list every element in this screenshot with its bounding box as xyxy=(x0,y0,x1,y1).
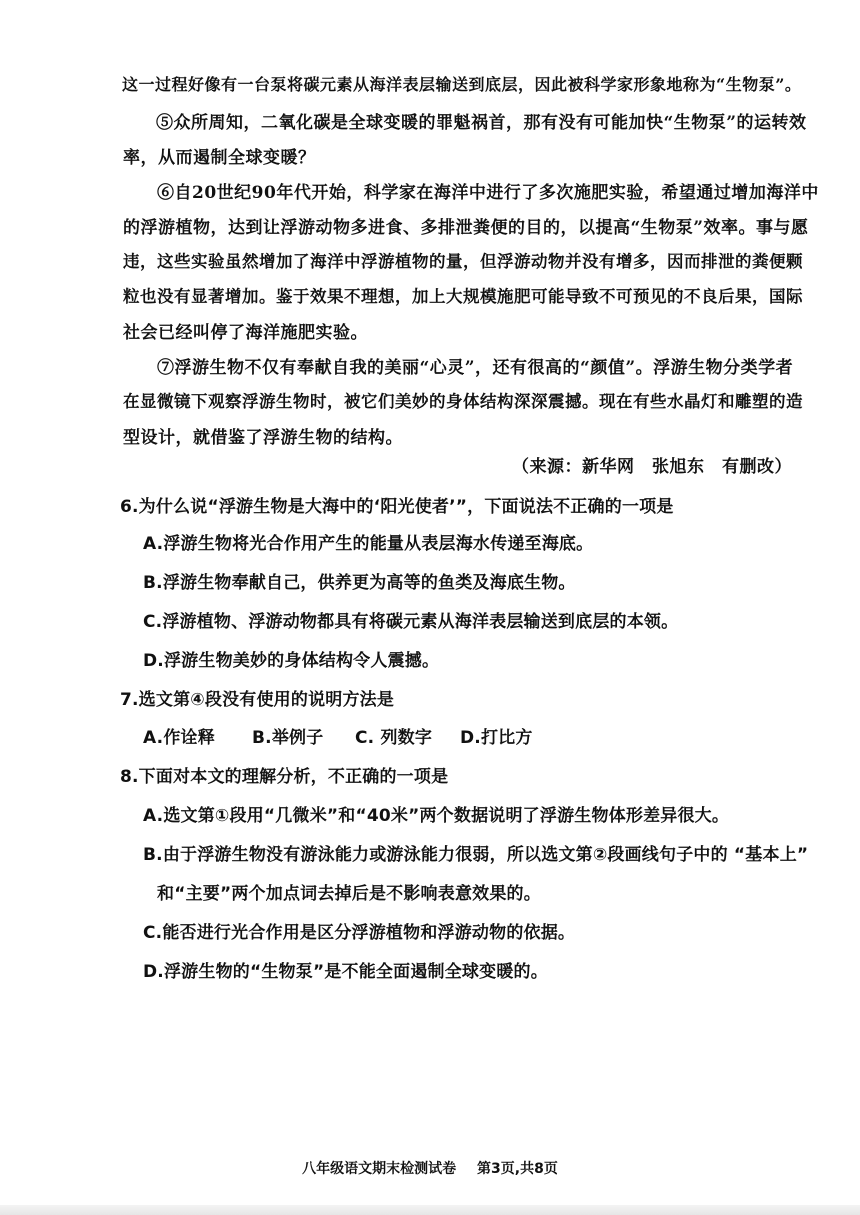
passage-line-11: 型设计，就借鉴了浮游生物的结构。 xyxy=(123,428,403,448)
scan-bottom-edge xyxy=(0,1205,860,1215)
question-8-option-a: A.选文第①段用“几微米”和“40米”两个数据说明了浮游生物体形差异很大。 xyxy=(143,806,730,826)
question-8-stem: 8.下面对本文的理解分析，不正确的一项是 xyxy=(120,767,449,787)
footer-exam-title: 八年级语文期末检测试卷 xyxy=(302,1161,457,1177)
passage-line-8: 社会已经叫停了海洋施肥实验。 xyxy=(123,323,368,343)
question-7-option-d: D.打比方 xyxy=(460,728,533,748)
passage-line-7: 粒也没有显著增加。鉴于效果不理想，加上大规模施肥可能导致不可预见的不良后果，国际 xyxy=(123,287,803,306)
page-footer xyxy=(0,1158,860,1178)
question-8-option-d: D.浮游生物的“生物泵”是不能全面遏制全球变暖的。 xyxy=(143,962,548,982)
footer-page-number: 第3页,共8页 xyxy=(477,1161,558,1177)
passage-line-9: ⑦浮游生物不仅有奉献自我的美丽“心灵”，还有很高的“颜值”。浮游生物分类学者 xyxy=(157,358,794,378)
question-6-option-c: C.浮游植物、浮游动物都具有将碳元素从海洋表层输送到底层的本领。 xyxy=(143,612,679,632)
question-6-stem: 6.为什么说“浮游生物是大海中的‘阳光使者’”，下面说法不正确的一项是 xyxy=(120,497,674,517)
question-7-option-b: B.举例子 xyxy=(252,728,324,748)
question-8-option-b-line-1: B.由于浮游生物没有游泳能力或游泳能力很弱，所以选文第②段画线句子中的 “基本上” xyxy=(143,845,809,865)
question-8-option-b-line-2: 和“主要”两个加点词去掉后是不影响表意效果的。 xyxy=(157,884,541,904)
question-6-option-a: A.浮游生物将光合作用产生的能量从表层海水传递至海底。 xyxy=(143,534,594,554)
question-6-option-d: D.浮游生物美妙的身体结构令人震撼。 xyxy=(143,651,440,671)
question-8-option-c: C.能否进行光合作用是区分浮游植物和浮游动物的依据。 xyxy=(143,923,576,943)
question-7-stem: 7.选文第④段没有使用的说明方法是 xyxy=(120,690,395,710)
question-6-option-b: B.浮游生物奉献自己，供养更为高等的鱼类及海底生物。 xyxy=(143,573,576,593)
question-7-option-a: A.作诠释 xyxy=(143,728,215,748)
passage-line-2: ⑤众所周知，二氧化碳是全球变暖的罪魁祸首，那有没有可能加快“生物泵”的运转效 xyxy=(156,113,807,133)
passage-line-3: 率，从而遏制全球变暖？ xyxy=(123,148,316,168)
passage-line-10: 在显微镜下观察浮游生物时，被它们美妙的身体结构深深震撼。现在有些水晶灯和雕塑的造 xyxy=(123,392,803,411)
passage-source: （来源：新华网 张旭东 有删改） xyxy=(512,457,792,477)
passage-line-4: ⑥自20世纪90年代开始，科学家在海洋中进行了多次施肥实验，希望通过增加海洋中 xyxy=(157,183,819,203)
passage-line-5: 的浮游植物，达到让浮游动物多进食、多排泄粪便的目的，以提高“生物泵”效率。事与愿 xyxy=(123,218,809,238)
passage-line-1: 这一过程好像有一台泵将碳元素从海洋表层输送到底层，因此被科学家形象地称为“生物泵”。 xyxy=(122,75,802,94)
question-7-option-c: C. 列数字 xyxy=(355,728,433,748)
passage-line-6: 违，这些实验虽然增加了海洋中浮游植物的量，但浮游动物并没有增多，因而排泄的粪便颗 xyxy=(123,252,803,271)
